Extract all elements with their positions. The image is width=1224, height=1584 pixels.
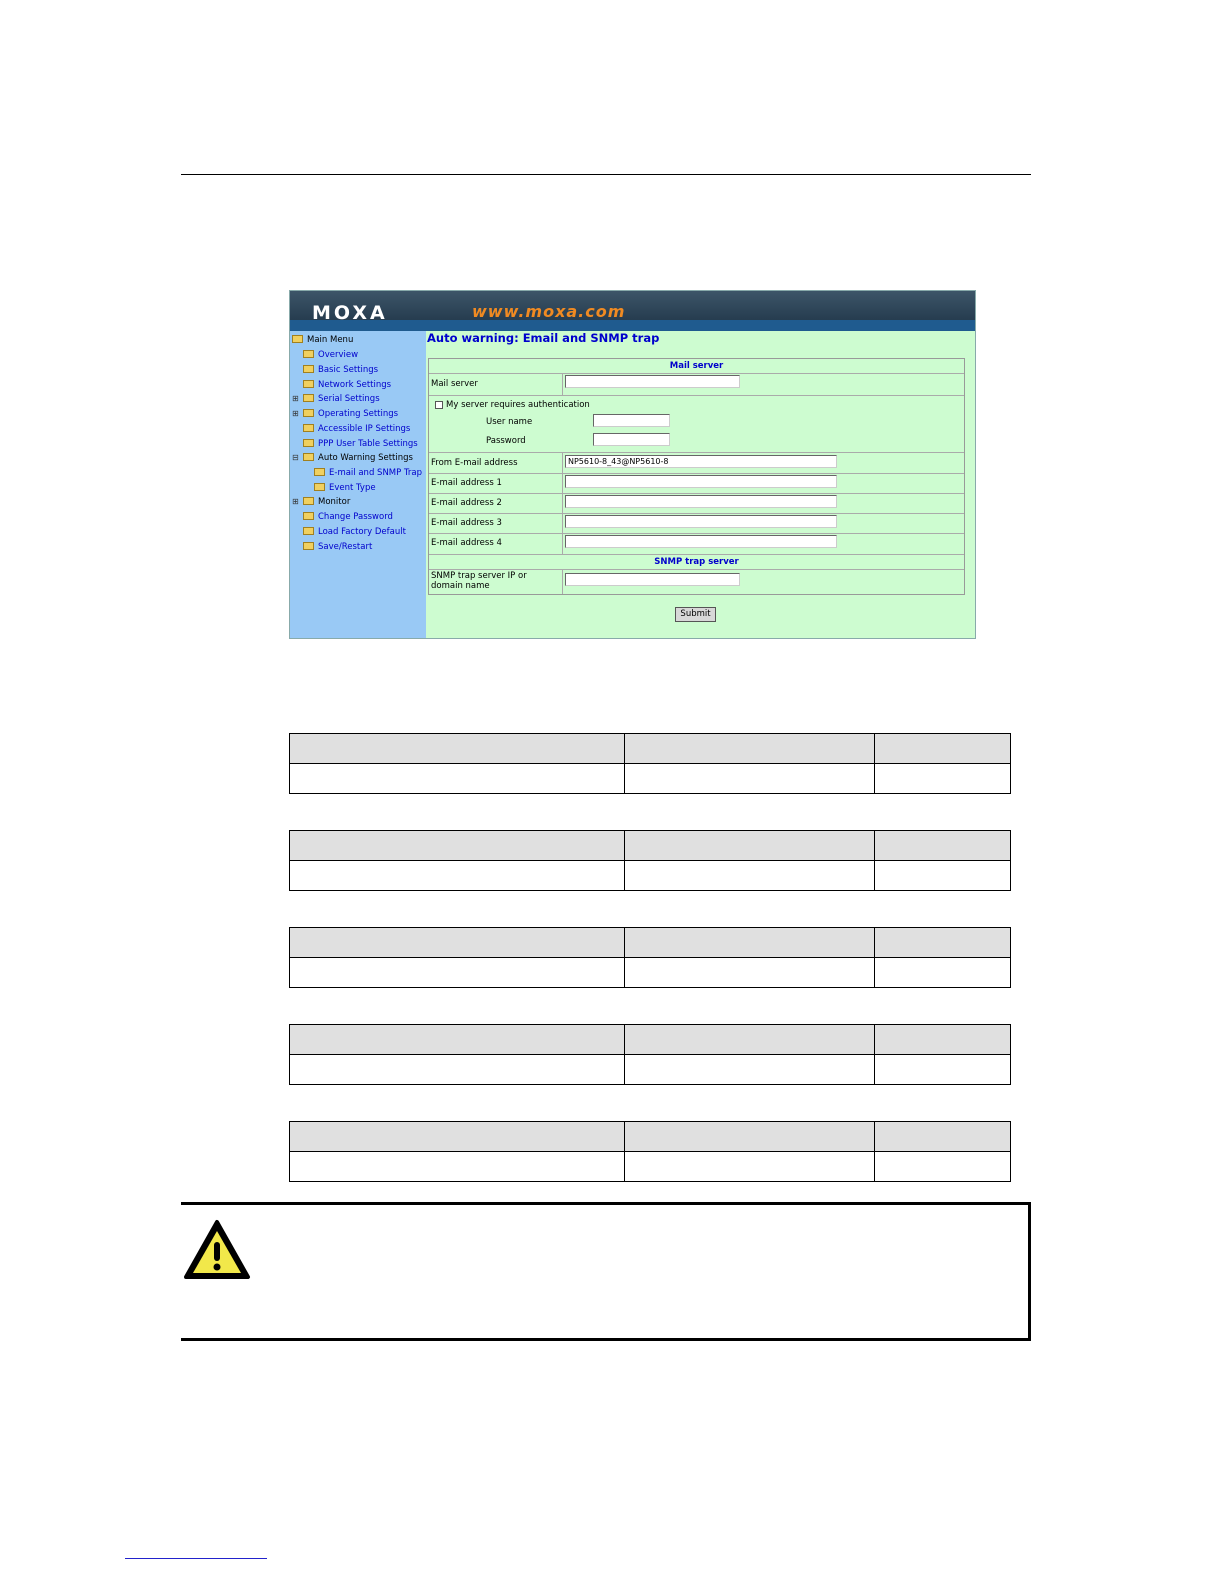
folder-icon bbox=[303, 527, 314, 535]
table-3 bbox=[289, 927, 1011, 988]
from-email-input[interactable]: NP5610-8_43@NP5610-8 bbox=[565, 455, 837, 468]
password-input[interactable] bbox=[593, 433, 670, 446]
expand-icon[interactable]: ⊞ bbox=[292, 497, 299, 506]
settings-form bbox=[428, 358, 965, 595]
snmp-server-input[interactable] bbox=[565, 573, 740, 586]
menu-monitor[interactable]: ⊞ Monitor bbox=[292, 497, 351, 507]
mail-server-input[interactable] bbox=[565, 375, 740, 388]
folder-icon bbox=[303, 380, 314, 388]
table-1 bbox=[289, 733, 1011, 794]
folder-icon bbox=[314, 468, 325, 476]
mail-server-label: Mail server bbox=[431, 379, 478, 389]
table-row bbox=[290, 861, 1011, 891]
caution-box bbox=[181, 1202, 1031, 1341]
folder-icon bbox=[303, 350, 314, 358]
web-console-screenshot bbox=[289, 290, 976, 639]
banner-url: www.moxa.com bbox=[472, 302, 626, 321]
header-rule bbox=[181, 174, 1031, 175]
folder-icon bbox=[314, 483, 325, 491]
table-row bbox=[290, 958, 1011, 988]
table-header-row bbox=[290, 928, 1011, 958]
moxa-logo: MOXA bbox=[312, 302, 388, 324]
menu-main[interactable]: Main Menu bbox=[292, 333, 353, 347]
folder-icon bbox=[303, 439, 314, 447]
menu-basic-settings[interactable]: Basic Settings bbox=[303, 363, 378, 377]
auth-checkbox[interactable] bbox=[435, 401, 443, 409]
table-5 bbox=[289, 1121, 1011, 1182]
folder-icon bbox=[303, 365, 314, 373]
menu-change-password[interactable]: Change Password bbox=[303, 510, 393, 524]
menu-auto-warning[interactable]: ⊟ Auto Warning Settings bbox=[292, 453, 413, 463]
from-email-label: From E-mail address bbox=[431, 458, 518, 468]
main-panel bbox=[426, 331, 976, 639]
banner-stripe bbox=[290, 320, 976, 331]
folder-icon bbox=[303, 497, 314, 505]
snmp-label-line2: domain name bbox=[431, 581, 490, 591]
folder-icon bbox=[303, 512, 314, 520]
menu-load-factory-default[interactable]: Load Factory Default bbox=[303, 525, 406, 539]
expand-icon[interactable]: ⊞ bbox=[292, 394, 299, 403]
table-header-row bbox=[290, 1122, 1011, 1152]
password-label: Password bbox=[486, 436, 526, 446]
menu-save-restart[interactable]: Save/Restart bbox=[303, 540, 372, 554]
table-row bbox=[290, 764, 1011, 794]
menu-ppp-user-table[interactable]: PPP User Table Settings bbox=[303, 437, 418, 451]
email2-label: E-mail address 2 bbox=[431, 498, 502, 508]
email3-label: E-mail address 3 bbox=[431, 518, 502, 528]
menu-email-snmp-trap[interactable]: E-mail and SNMP Trap bbox=[314, 466, 422, 480]
warning-icon bbox=[183, 1219, 251, 1281]
folder-icon bbox=[303, 542, 314, 550]
email4-label: E-mail address 4 bbox=[431, 538, 502, 548]
snmp-label-line1: SNMP trap server IP or bbox=[431, 571, 527, 581]
snmp-header: SNMP trap server bbox=[429, 555, 964, 570]
table-row bbox=[290, 1055, 1011, 1085]
menu-accessible-ip[interactable]: Accessible IP Settings bbox=[303, 422, 410, 436]
folder-icon bbox=[292, 335, 303, 343]
footer-link-underline bbox=[125, 1558, 267, 1559]
email2-input[interactable] bbox=[565, 495, 837, 508]
menu-network-settings[interactable]: Network Settings bbox=[303, 378, 391, 392]
page-title: Auto warning: Email and SNMP trap bbox=[427, 331, 660, 345]
table-header-row bbox=[290, 831, 1011, 861]
table-header-row bbox=[290, 734, 1011, 764]
menu-operating-settings[interactable]: ⊞ Operating Settings bbox=[292, 409, 399, 419]
menu-event-type[interactable]: Event Type bbox=[314, 481, 376, 495]
menu-overview[interactable]: Overview bbox=[303, 348, 358, 362]
folder-open-icon bbox=[303, 453, 314, 461]
menu-serial-settings[interactable]: ⊞ Serial Settings bbox=[292, 394, 380, 404]
email4-input[interactable] bbox=[565, 535, 837, 548]
table-2 bbox=[289, 830, 1011, 891]
mail-server-header: Mail server bbox=[429, 359, 964, 374]
folder-icon bbox=[303, 424, 314, 432]
user-name-label: User name bbox=[486, 417, 533, 427]
expand-icon[interactable]: ⊞ bbox=[292, 409, 299, 418]
folder-icon bbox=[303, 394, 314, 402]
sidebar-menu bbox=[290, 331, 426, 639]
table-header-row bbox=[290, 1025, 1011, 1055]
email3-input[interactable] bbox=[565, 515, 837, 528]
banner bbox=[290, 291, 976, 331]
auth-checkbox-label: My server requires authentication bbox=[446, 400, 590, 410]
email1-label: E-mail address 1 bbox=[431, 478, 502, 488]
user-name-input[interactable] bbox=[593, 414, 670, 427]
table-4 bbox=[289, 1024, 1011, 1085]
collapse-icon[interactable]: ⊟ bbox=[292, 453, 299, 462]
table-row bbox=[290, 1152, 1011, 1182]
folder-icon bbox=[303, 409, 314, 417]
submit-button[interactable]: Submit bbox=[675, 607, 716, 622]
email1-input[interactable] bbox=[565, 475, 837, 488]
